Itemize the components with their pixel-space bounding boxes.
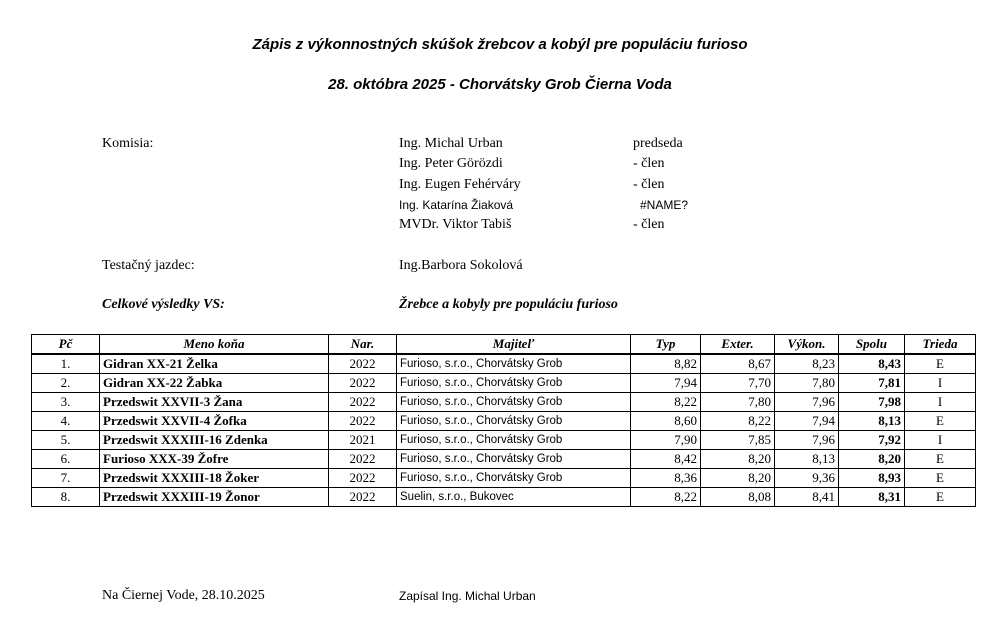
birth-year-cell: 2022 xyxy=(329,412,397,431)
commission-member-role: #NAME? xyxy=(640,198,689,212)
performance-score-cell: 8,13 xyxy=(775,450,839,469)
class-cell: E xyxy=(905,488,976,507)
class-cell: E xyxy=(905,469,976,488)
owner-cell: Furioso, s.r.o., Chorvátsky Grob xyxy=(397,374,631,393)
owner-cell: Furioso, s.r.o., Chorvátsky Grob xyxy=(397,412,631,431)
commission-member-name: MVDr. Viktor Tabiš xyxy=(399,217,512,232)
table-row xyxy=(32,412,976,431)
table-row xyxy=(32,450,976,469)
row-number-cell: 2. xyxy=(32,374,100,393)
table-row xyxy=(32,431,976,450)
class-cell: E xyxy=(905,412,976,431)
exterior-score-cell: 8,08 xyxy=(701,488,775,507)
horse-name-cell: Przedswit XXVII-3 Žana xyxy=(100,393,329,412)
type-score-cell: 8,22 xyxy=(631,393,701,412)
performance-score-cell: 7,80 xyxy=(775,374,839,393)
horse-name-cell: Przedswit XXXIII-18 Žoker xyxy=(100,469,329,488)
overall-results-label: Celkové výsledky VS: xyxy=(102,297,225,312)
exterior-score-cell: 7,85 xyxy=(701,431,775,450)
document-subtitle: 28. októbra 2025 - Chorvátsky Grob Čierna Voda xyxy=(328,76,672,93)
birth-year-cell: 2022 xyxy=(329,393,397,412)
column-header: Typ xyxy=(631,335,701,355)
performance-score-cell: 7,94 xyxy=(775,412,839,431)
horse-name-cell: Przedswit XXVII-4 Žofka xyxy=(100,412,329,431)
results-table xyxy=(31,334,976,507)
type-score-cell: 7,94 xyxy=(631,374,701,393)
owner-cell: Furioso, s.r.o., Chorvátsky Grob xyxy=(397,469,631,488)
class-cell: I xyxy=(905,431,976,450)
table-row xyxy=(32,354,976,374)
document-title: Zápis z výkonnostných skúšok žrebcov a kobýl pre populáciu furioso xyxy=(252,36,748,53)
column-header: Meno koňa xyxy=(100,335,329,355)
commission-member-name: Ing. Michal Urban xyxy=(399,136,503,151)
class-cell: I xyxy=(905,374,976,393)
column-header: Pč xyxy=(32,335,100,355)
commission-label: Komisia: xyxy=(102,136,154,151)
table-row xyxy=(32,393,976,412)
overall-results-category: Žrebce a kobyly pre populáciu furioso xyxy=(399,297,618,312)
total-score-cell: 8,43 xyxy=(839,354,905,374)
row-number-cell: 6. xyxy=(32,450,100,469)
exterior-score-cell: 7,70 xyxy=(701,374,775,393)
commission-member-role: - člen xyxy=(633,156,665,171)
footer-place-date: Na Čiernej Vode, 28.10.2025 xyxy=(102,588,265,603)
horse-name-cell: Gidran XX-22 Žabka xyxy=(100,374,329,393)
total-score-cell: 7,98 xyxy=(839,393,905,412)
row-number-cell: 7. xyxy=(32,469,100,488)
commission-member-role: - člen xyxy=(633,177,665,192)
performance-score-cell: 7,96 xyxy=(775,431,839,450)
footer-recorded-by: Zapísal Ing. Michal Urban xyxy=(399,589,536,603)
class-cell: I xyxy=(905,393,976,412)
row-number-cell: 3. xyxy=(32,393,100,412)
owner-cell: Furioso, s.r.o., Chorvátsky Grob xyxy=(397,431,631,450)
exterior-score-cell: 8,67 xyxy=(701,354,775,374)
column-header: Majiteľ xyxy=(397,335,631,355)
row-number-cell: 4. xyxy=(32,412,100,431)
horse-name-cell: Furioso XXX-39 Žofre xyxy=(100,450,329,469)
column-header: Nar. xyxy=(329,335,397,355)
row-number-cell: 5. xyxy=(32,431,100,450)
type-score-cell: 8,60 xyxy=(631,412,701,431)
row-number-cell: 8. xyxy=(32,488,100,507)
commission-member-role: - člen xyxy=(633,217,665,232)
birth-year-cell: 2022 xyxy=(329,450,397,469)
type-score-cell: 8,82 xyxy=(631,354,701,374)
owner-cell: Furioso, s.r.o., Chorvátsky Grob xyxy=(397,354,631,374)
table-row xyxy=(32,488,976,507)
type-score-cell: 8,36 xyxy=(631,469,701,488)
commission-member-role: predseda xyxy=(633,136,683,151)
table-row xyxy=(32,374,976,393)
performance-score-cell: 8,41 xyxy=(775,488,839,507)
test-rider-name: Ing.Barbora Sokolová xyxy=(399,258,523,273)
exterior-score-cell: 8,20 xyxy=(701,469,775,488)
row-number-cell: 1. xyxy=(32,354,100,374)
horse-name-cell: Przedswit XXXIII-16 Zdenka xyxy=(100,431,329,450)
owner-cell: Suelin, s.r.o., Bukovec xyxy=(397,488,631,507)
test-rider-label: Testačný jazdec: xyxy=(102,258,195,273)
horse-name-cell: Gidran XX-21 Želka xyxy=(100,354,329,374)
total-score-cell: 8,20 xyxy=(839,450,905,469)
owner-cell: Furioso, s.r.o., Chorvátsky Grob xyxy=(397,450,631,469)
column-header: Exter. xyxy=(701,335,775,355)
commission-member-name: Ing. Katarína Žiaková xyxy=(399,198,514,212)
exterior-score-cell: 8,22 xyxy=(701,412,775,431)
table-row xyxy=(32,469,976,488)
commission-member-name: Ing. Peter Görözdi xyxy=(399,156,503,171)
performance-score-cell: 9,36 xyxy=(775,469,839,488)
owner-cell: Furioso, s.r.o., Chorvátsky Grob xyxy=(397,393,631,412)
birth-year-cell: 2022 xyxy=(329,374,397,393)
total-score-cell: 8,13 xyxy=(839,412,905,431)
performance-score-cell: 8,23 xyxy=(775,354,839,374)
exterior-score-cell: 7,80 xyxy=(701,393,775,412)
column-header: Trieda xyxy=(905,335,976,355)
column-header: Výkon. xyxy=(775,335,839,355)
commission-member-name: Ing. Eugen Fehérváry xyxy=(399,177,521,192)
total-score-cell: 8,93 xyxy=(839,469,905,488)
exterior-score-cell: 8,20 xyxy=(701,450,775,469)
birth-year-cell: 2021 xyxy=(329,431,397,450)
birth-year-cell: 2022 xyxy=(329,354,397,374)
birth-year-cell: 2022 xyxy=(329,488,397,507)
performance-score-cell: 7,96 xyxy=(775,393,839,412)
column-header: Spolu xyxy=(839,335,905,355)
birth-year-cell: 2022 xyxy=(329,469,397,488)
table-header-row xyxy=(32,335,976,355)
type-score-cell: 8,42 xyxy=(631,450,701,469)
class-cell: E xyxy=(905,450,976,469)
total-score-cell: 7,81 xyxy=(839,374,905,393)
horse-name-cell: Przedswit XXXIII-19 Žonor xyxy=(100,488,329,507)
type-score-cell: 8,22 xyxy=(631,488,701,507)
total-score-cell: 7,92 xyxy=(839,431,905,450)
type-score-cell: 7,90 xyxy=(631,431,701,450)
class-cell: E xyxy=(905,354,976,374)
total-score-cell: 8,31 xyxy=(839,488,905,507)
